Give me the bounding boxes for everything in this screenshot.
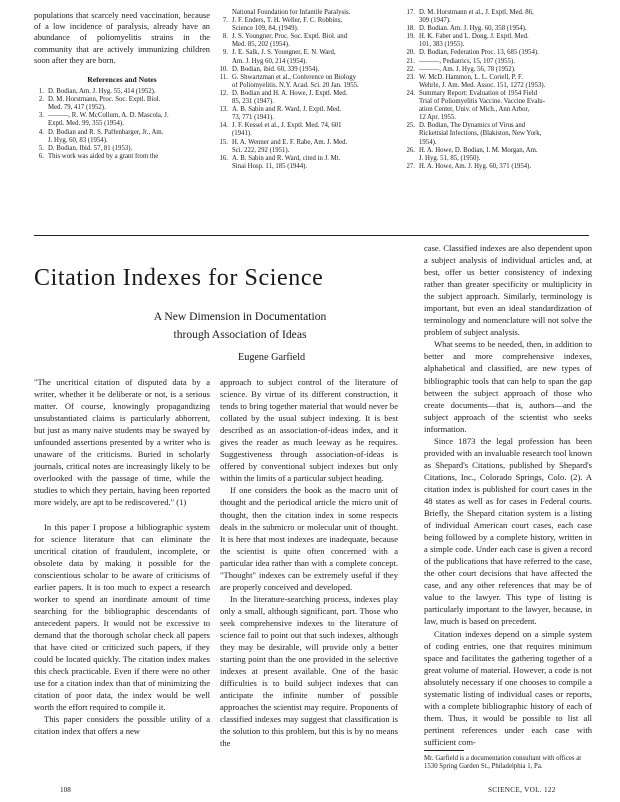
reference-item (218, 66, 398, 74)
reference-text: This work was aided by a grant from the (48, 152, 159, 160)
reference-number (218, 163, 228, 171)
reference-number (218, 114, 228, 122)
reference-list-3 (405, 9, 590, 171)
reference-text: 101, 383 (1955). (419, 41, 465, 49)
reference-number: 22. (406, 65, 415, 73)
reference-number: 25. (406, 122, 415, 130)
subtitle-line-1: A New Dimension in Documentation (153, 310, 327, 323)
article-subtitle (120, 308, 360, 344)
reference-text: Med. 79, 417 (1952). (48, 104, 106, 112)
intro-paragraph: populations that scarcely need vaccination, because of a low incidence of paralysis, already have an abundance of poliomyelitis strains in the community that are actively immunizing children soon after they are born. (34, 11, 210, 65)
reference-item (218, 139, 398, 147)
journal-footer: SCIENCE, VOL. 122 (488, 786, 556, 794)
reference-text: 309 (1947). (419, 17, 451, 25)
reference-item (218, 41, 398, 49)
subtitle-line-2: through Association of Ideas (173, 328, 307, 341)
reference-text: Science 109, 84, (1949). (232, 25, 299, 33)
reference-text: H. A. Wenner and E. F. Rabe, Am. J. Med. (232, 138, 348, 146)
page-number: 108 (60, 786, 71, 794)
reference-item (218, 17, 398, 25)
reference-number: 17. (406, 9, 415, 16)
reference-item (405, 139, 590, 147)
top-column-2 (218, 9, 398, 171)
reference-text: D. M. Horstmann, Proc. Soc. Exptl. Biol. (48, 96, 161, 104)
reference-number: 11. (219, 73, 228, 81)
reference-item (218, 33, 398, 41)
reference-item (405, 17, 590, 25)
section-divider (34, 235, 589, 236)
top-column-1 (34, 10, 210, 161)
reference-number (218, 98, 228, 106)
reference-text: ation Center, Univ. of Mich., Ann Arbor, (419, 106, 530, 114)
body-paragraph: Citation indexes depend on a simple system of coding entries, one that requires minimum space and facilitates the gathering together of a great volume of material. However, a code is not absolutely necessary if one chooses to compile a systematic listing of individual cases or reports, with a complete bibliographic history of each of them. Thus, it would be possible to list all pertinent references under each case with sufficient com- (424, 628, 592, 747)
reference-item (218, 163, 398, 171)
reference-text: D. Bodian, ibid. 60, 339 (1954). (232, 65, 320, 73)
reference-item (218, 9, 398, 17)
reference-number (34, 137, 44, 145)
reference-item (405, 58, 590, 66)
reference-text: G. Shwartzman et al., Conference on Biology (232, 73, 357, 81)
reference-item (34, 104, 210, 112)
reference-item (218, 122, 398, 130)
reference-text: D. Bodian and R. S. Paffenbarger, Jr., Am. (48, 128, 164, 136)
reference-number: 14. (219, 122, 228, 130)
reference-text: Trial of Poliomyelitis Vaccine. Vaccine Evalu- (419, 98, 545, 106)
reference-text: D. Bodian. Am. J. Hyg. 60, 358 (1954). (419, 25, 527, 33)
reference-number: 15. (219, 138, 228, 146)
reference-text: of Poliomyelitis. N.Y. Acad. Sci. 20 Jan. 1955. (232, 81, 359, 89)
reference-text: A. B. Sabin and R. Ward, J. Exptl. Med. (232, 106, 342, 114)
reference-list-2 (218, 9, 398, 171)
body-paragraph: In the literature-searching process, indexes play only a small, although significant, part. Those who seek comprehensive indexes to the literature of science fail to point out that such indexes, although they may be desirable, will provide only a better starting point than the one provided in the selective indexes at present available. One of the basic difficulties is to build subject indexes that can anticipate the infinite number of possible approaches the scientist may require. Proponents of classified indexes may suggest that classification is the solution to this problem, but this is by no means the (220, 593, 398, 749)
reference-item (405, 98, 590, 106)
reference-number: 18. (406, 25, 415, 33)
body-paragraph: What seems to be needed, then, in addition to better and more comprehensive indexes, alphabetical and classified, are new types of bibliographic tools that can help to span the gap between the subject approach of those who create documents—that is, authors—and the subject approach of the scientist who seeks information. (424, 339, 592, 434)
reference-item (218, 155, 398, 163)
footnote-divider (424, 750, 464, 751)
reference-item (218, 106, 398, 114)
reference-item (34, 129, 210, 137)
reference-number: 2. (38, 96, 44, 104)
reference-number (405, 130, 415, 138)
reference-item (405, 147, 590, 155)
reference-number: 27. (406, 162, 415, 170)
reference-text: National Foundation for Infantile Paralysis. (232, 9, 351, 16)
reference-item (218, 49, 398, 57)
body-paragraph: Since 1873 the legal profession has been provided with an invaluable research tool known as Shepard's Citations, published by Shepard's Citations, Inc., Colorado Springs, Colo. (2). A citation index is published for court cases in the 48 states as well as for cases in Federal courts. Briefly, the Shepard citation system is a listing of individual American court cases, each case being followed by a complete history, written in a simple code. Under each case is given a record of the publications that have referred to the case, the other court decisions that have affected the case, and any other references that may be of value to the lawyer. This type of listing is particularly important to the lawyer, because, in law, much is based on precedent. (424, 435, 592, 627)
reference-number (405, 139, 415, 147)
reference-item (218, 130, 398, 138)
reference-item (405, 90, 590, 98)
reference-text: Exptl. Med. 99, 355 (1954). (48, 120, 124, 128)
reference-item (405, 163, 590, 171)
reference-text: Sci. 222, 292 (1951). (232, 146, 290, 154)
reference-number (405, 155, 415, 163)
reference-number (218, 82, 228, 90)
reference-text: ———, R. W. McCollum, A. D. Mascola, J. (48, 112, 169, 120)
reference-number: 5. (38, 144, 44, 152)
reference-number (405, 106, 415, 114)
reference-item (218, 98, 398, 106)
reference-number: 8. (222, 33, 228, 41)
body-paragraph: This paper considers the possible utility of a citation index that offers a new (34, 714, 210, 737)
reference-text: H. A. Howe, D. Bodian, I. M. Morgan, Am. (419, 146, 538, 154)
reference-number: 10. (219, 65, 228, 73)
body-column-1 (34, 376, 210, 737)
reference-number: 26. (406, 146, 415, 154)
reference-text: Sinai Hosp. 11, 185 (1944). (232, 162, 308, 170)
reference-text: W. McD. Hammon, L. L. Coriell, P. F. (419, 73, 523, 81)
reference-number: 1. (38, 88, 44, 96)
reference-item (405, 9, 590, 17)
reference-item (405, 155, 590, 163)
top-column-3 (405, 9, 590, 171)
reference-item (34, 96, 210, 104)
reference-number (405, 114, 415, 122)
reference-item (34, 153, 210, 161)
reference-number (34, 120, 44, 128)
reference-text: D. Bodian, Ibid. 57, 81 (1953). (48, 144, 133, 152)
reference-item (405, 82, 590, 90)
reference-text: 12 Apr. 1955. (419, 114, 457, 122)
reference-number (218, 9, 228, 17)
reference-item (405, 25, 590, 33)
reference-item (34, 88, 210, 96)
reference-item (405, 41, 590, 49)
reference-item (218, 58, 398, 66)
reference-item (405, 33, 590, 41)
reference-text: D. Bodian, The Dynamics of Virus and (419, 122, 526, 130)
article-author: Eugene Garfield (238, 352, 306, 363)
reference-item (218, 82, 398, 90)
reference-text: Med. 85, 202 (1954). (232, 41, 290, 49)
reference-number (405, 82, 415, 90)
body-column-3 (424, 242, 592, 748)
reference-text: D. Bodian, Federation Proc. 13, 685 (1954). (419, 49, 539, 57)
reference-number: 12. (219, 89, 228, 97)
reference-item (34, 112, 210, 120)
reference-text: J. S. Youngner, Proc. Soc. Exptl. Biol. and (232, 33, 348, 41)
reference-item (34, 120, 210, 128)
reference-item (405, 122, 590, 130)
reference-item (405, 114, 590, 122)
reference-item (218, 90, 398, 98)
reference-text: H. A. Howe, Am. J. Hyg. 60, 371 (1954). (419, 162, 532, 170)
reference-text: J. Hyg. 51, 85, (1950). (419, 154, 481, 162)
reference-item (405, 66, 590, 74)
reference-item (34, 137, 210, 145)
reference-text: J. F. Kessel et al., J. Exptl. Med. 74, 601 (232, 122, 342, 130)
reference-text: ———, Pediatrics, 15, 107 (1955). (419, 57, 515, 65)
opening-quote: "The uncritical citation of disputed data by a writer, whether it be deliberate or not, is a serious matter. Of course, knowingly propagandizing unsubstantiated claims is particularly abhorrent, but just as many naive students may be swayed by unfounded assertions presented by a writer who is unaware of the criticisms. Buried in scholarly journals, critical notes are increasingly likely to be overlooked with the passage of time, while the studies to which they pertain, having been reported more widely, are apt to be rediscovered." (1) (34, 377, 210, 508)
reference-number (218, 147, 228, 155)
reference-number: 20. (406, 49, 415, 57)
body-column-2 (220, 376, 398, 749)
reference-text: 1954). (419, 138, 437, 146)
reference-text: 85, 231 (1947). (232, 98, 274, 106)
reference-text: J. F. Enders, T. H. Weller, F. C. Robbins, (232, 17, 343, 25)
article-title: Citation Indexes for Science (34, 265, 324, 291)
reference-item (405, 74, 590, 82)
body-paragraph: approach to subject control of the literature of science. By virtue of its different construction, it tends to bring together material that would never be collated by the usual subject indexing. It is best described as an association-of-ideas index, and it gives the reader as much leeway as he requires. Suggestiveness through association-of-ideas is offered by conventional subject indexes but only within the limits of a particular subject heading. (220, 377, 398, 484)
reference-item (218, 114, 398, 122)
author-footnote: Mr. Garfield is a documentation consultant with offices at 1530 Spring Garden St., Philadelphia 1, Pa. (424, 755, 582, 771)
reference-text: D. Bodian, Am. J. Hyg. 55, 414 (1952). (48, 88, 156, 96)
reference-text: D. Bodian and H. A. Howe, J. Exptl. Med. (232, 89, 348, 97)
reference-item (218, 147, 398, 155)
reference-number (405, 17, 415, 25)
reference-item (218, 74, 398, 82)
reference-number (218, 130, 228, 138)
reference-number: 16. (219, 154, 228, 162)
reference-text: Wehrle, J. Am. Med. Assoc. 151, 1272 (1953). (419, 81, 546, 89)
reference-number (405, 41, 415, 49)
reference-number: 23. (406, 73, 415, 81)
reference-item (405, 130, 590, 138)
reference-item (405, 106, 590, 114)
reference-item (218, 25, 398, 33)
reference-text: H. K. Faber and L. Dong, J. Exptl. Med. (419, 33, 529, 41)
reference-number: 6. (38, 152, 44, 160)
reference-number (34, 104, 44, 112)
reference-number: 24. (406, 89, 415, 97)
reference-text: (1941). (232, 130, 252, 138)
reference-number: 3. (38, 112, 44, 120)
reference-number: 19. (406, 33, 415, 41)
reference-text: 73, 771 (1941). (232, 114, 274, 122)
reference-number: 21. (406, 57, 415, 65)
reference-number: 7. (222, 17, 228, 25)
reference-number: 9. (222, 49, 228, 57)
reference-number: 4. (38, 128, 44, 136)
body-paragraph: In this paper I propose a bibliographic system for science literature that can eliminate the uncritical citation of fraudulent, incomplete, or obsolete data by making it possible for the conscientious scholar to be aware of criticisms of earlier papers. It is too much to expect a research worker to spend an inordinate amount of time searching for the bibliographic descendants of antecedent papers. It would not be excessive to demand that the thorough scholar check all papers that have cited or criticized such papers, if they could be located quickly. The citation index makes this check practicable. Even if there were no other use for a citation index than that of minimizing the citation of poor data, the index would be well worth the effort required to compile it. (34, 521, 210, 713)
references-heading: References and Notes (87, 75, 157, 85)
reference-item (405, 49, 590, 57)
reference-text: A. B. Sabin and R. Ward, cited in J. Mt. (232, 154, 341, 162)
reference-text: Rickettsial Infections, (Blakiston, New York, (419, 130, 542, 138)
reference-text: ———, Am. J. Hyg. 56, 78 (1952). (419, 65, 516, 73)
reference-text: Am. J. Hyg 60, 214 (1954). (232, 57, 307, 65)
reference-number (218, 58, 228, 66)
reference-text: D. M. Horstmann et al., J. Exptl. Med. 86, (419, 9, 534, 16)
reference-text: J. Hyg. 60, 83 (1954). (48, 136, 108, 144)
reference-number (218, 41, 228, 49)
body-paragraph: If one considers the book as the macro unit of thought and the periodical article the micro unit of thought, then the citation index in some respects deals in the submicro or molecular unit of thought. It is here that most indexes are inadequate, because the scientist is quite often concerned with a particular idea rather than with a complete concept. "Thought" indexes can be extremely useful if they are properly conceived and developed. (220, 485, 398, 592)
reference-list-1 (34, 88, 210, 161)
reference-number (218, 25, 228, 33)
reference-number (405, 98, 415, 106)
reference-item (34, 145, 210, 153)
reference-text: Summary Report: Evaluation of 1954 Field (419, 89, 537, 97)
reference-number: 13. (219, 106, 228, 114)
body-paragraph: case. Classified indexes are also dependent upon a subject analysis of individual articles and, at best, offer us better consistency of indexing rather than greater specificity or multiplicity in the subject approach. Similarly, terminology is important, but even an ideal standardization of terminology and nomenclature will not solve the problem of subject analysis. (424, 243, 592, 338)
reference-text: J. E. Salk, J. S. Youngner, E. N. Ward, (232, 49, 336, 57)
